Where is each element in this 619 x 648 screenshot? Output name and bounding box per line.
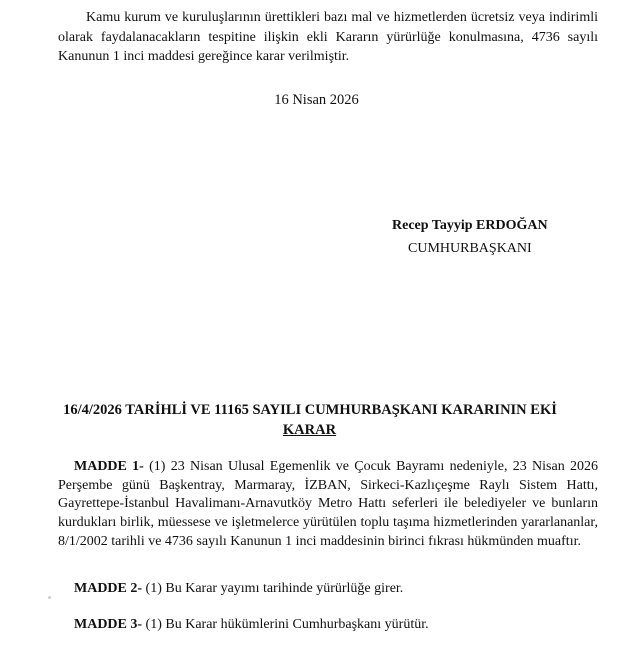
article-3-label: MADDE 3-: [74, 617, 143, 632]
signer-name: Recep Tayyip ERDOĞAN: [392, 218, 548, 233]
article-2: [58, 580, 614, 599]
article-1-text: (1) 23 Nisan Ulusal Egemenlik ve Çocuk Bayramı nedeniyle, 23 Nisan 2026 Perşembe günü Başkentray, Marmaray, İZBAN, Sirkeci-Kazlıçeşme Raylı Sistem Hattı, Gayrettepe-İstanbul Havalimanı-Arnavutköy Metro Hattı seferleri ile belediyeler ve bunların kurdukları birlik, müessese ve işletmelerce yürütülen toplu taşıma hizmetlerinden yararlananlar, 8/1/2002 tarihli ve 4736 sayılı Kanunun 1 inci maddesinin birinci fıkrası hükmünden muaftır.: [58, 459, 599, 549]
article-1-label: MADDE 1-: [74, 459, 144, 474]
scan-speck: [48, 596, 51, 599]
article-2-text: (1) Bu Karar yayımı tarihinde yürürlüğe girer.: [142, 581, 404, 596]
decree-title: 16/4/2026 TARİHLİ VE 11165 SAYILI CUMHURBAŞKANI KARARININ EKİ: [63, 402, 557, 418]
decree-subtitle-text: KARAR: [282, 422, 337, 438]
decision-date: 16 Nisan 2026: [274, 92, 359, 108]
article-3: [58, 616, 614, 635]
article-2-label: MADDE 2-: [74, 581, 143, 596]
article-3-text: (1) Bu Karar hükümlerini Cumhurbaşkanı yürütür.: [142, 617, 429, 632]
signer-title: CUMHURBAŞKANI: [408, 241, 532, 256]
intro-paragraph: Kamu kurum ve kuruluşlarının ürettikleri bazı mal ve hizmetlerden ücretsiz veya indirimli olarak faydalanacakların tespitine ilişkin ekli Kararın yürürlüğe konulmasına, 4736 sayılı Kanunun 1 inci maddesi gereğince karar verilmiştir.: [58, 10, 598, 64]
article-1: [58, 458, 598, 552]
decree-subtitle: [0, 422, 619, 439]
